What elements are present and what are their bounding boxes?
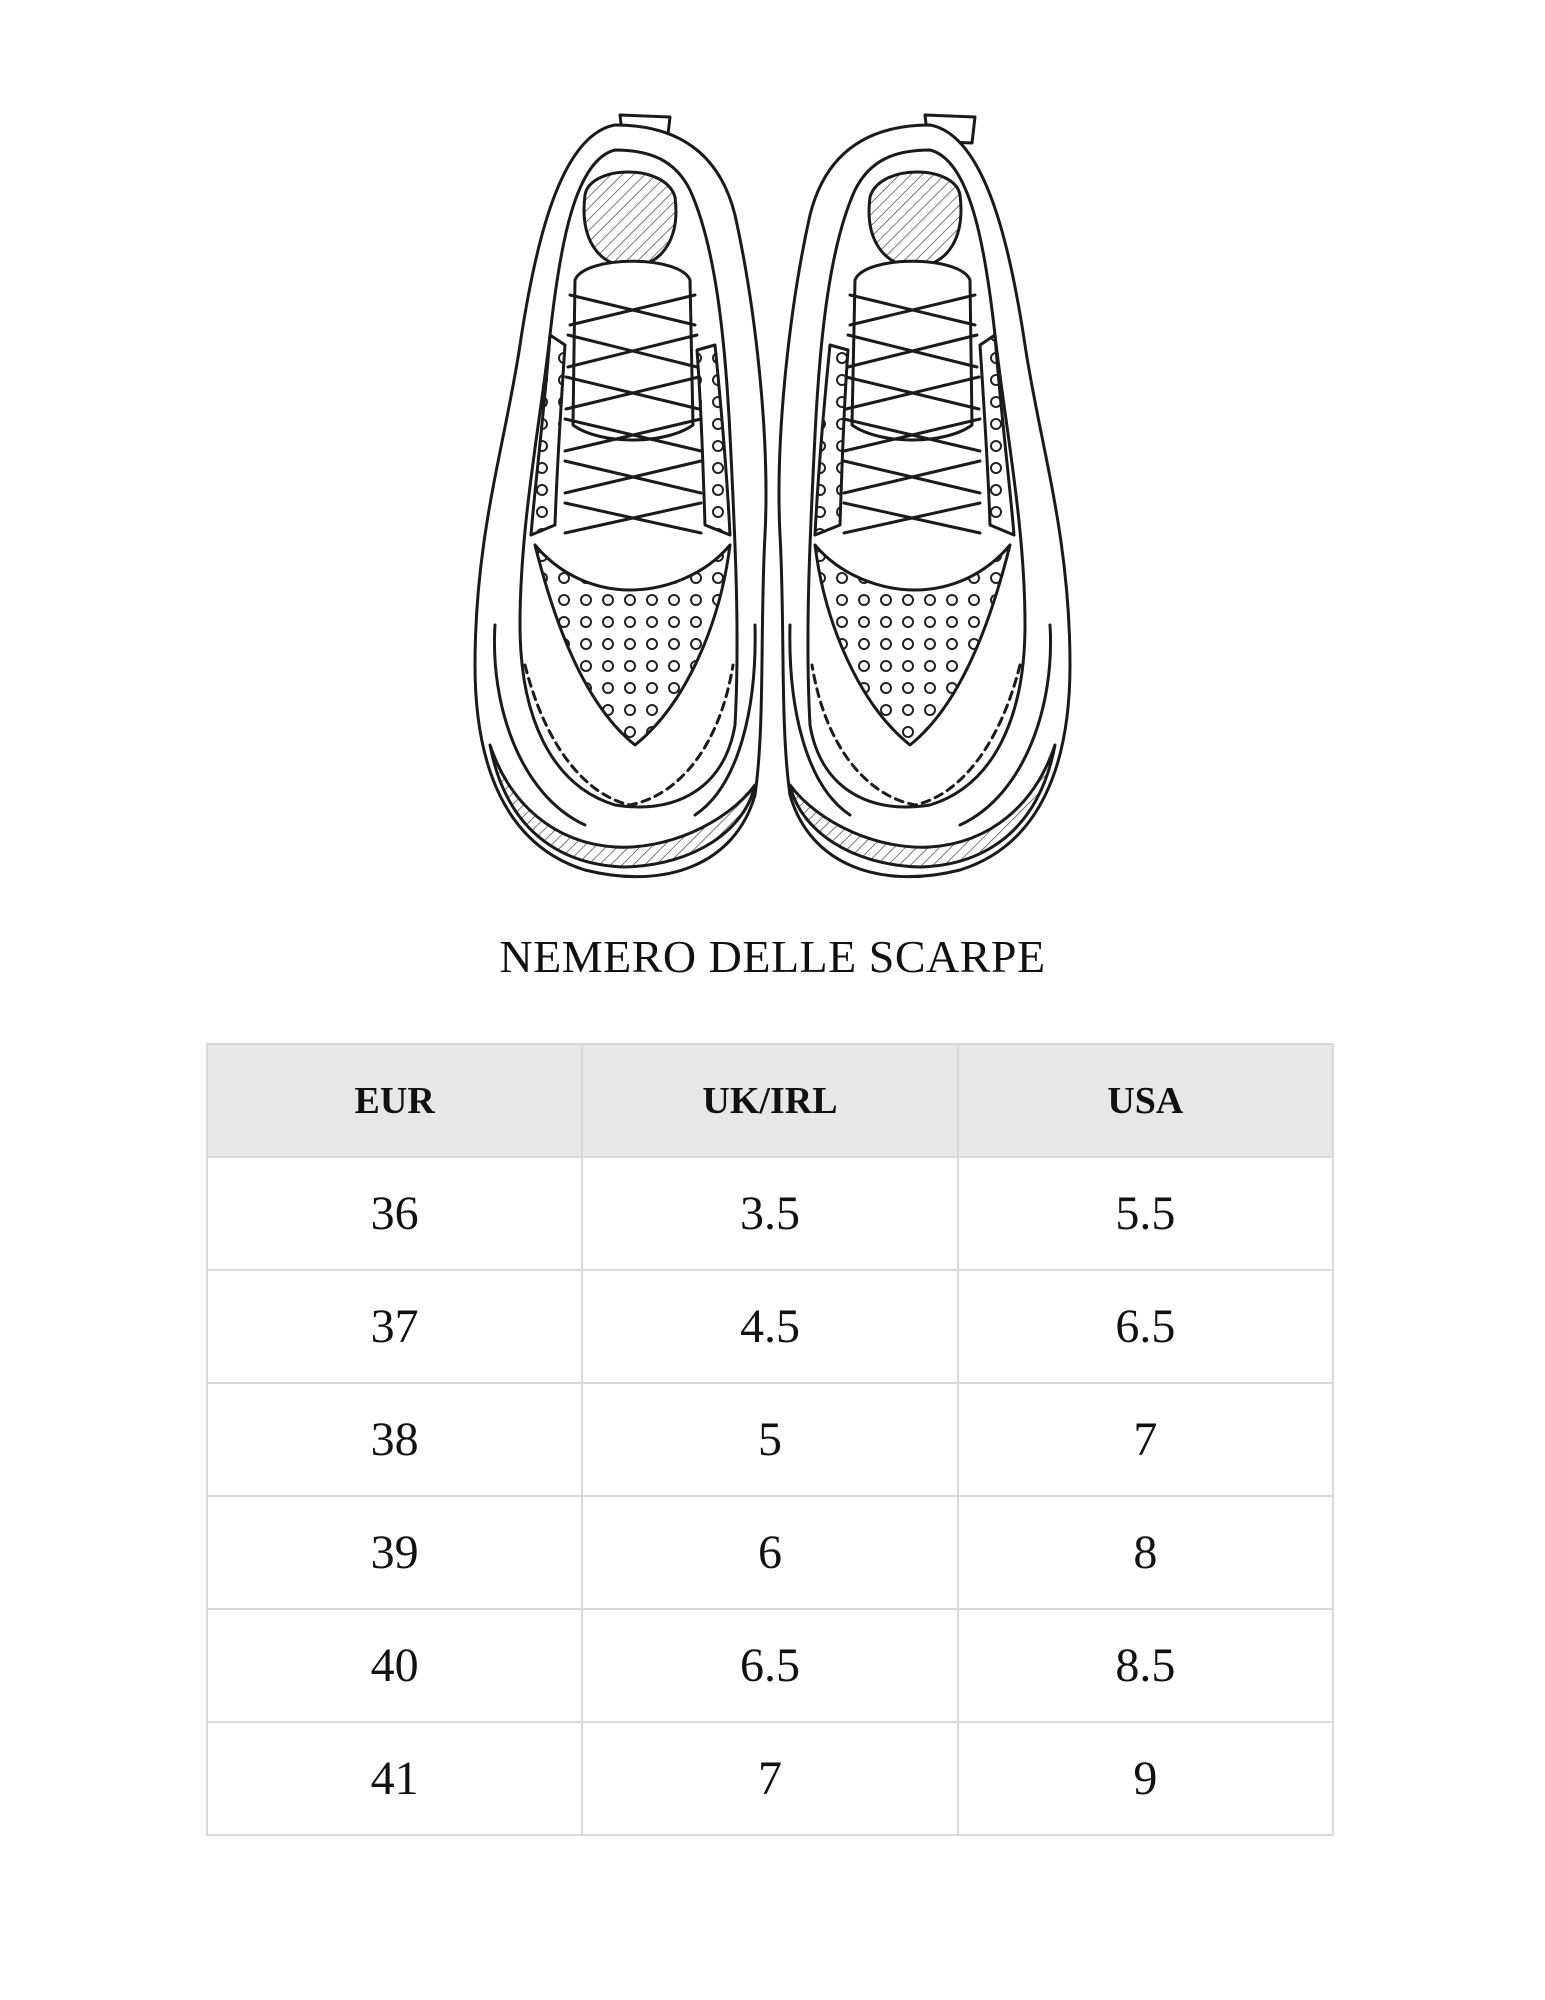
page-title: NEMERO DELLE SCARPE <box>499 931 1046 982</box>
sneakers-pair-sketch-icon <box>465 105 1080 885</box>
column-header-usa: USA <box>958 1044 1333 1157</box>
cell-uk-irl: 5 <box>582 1383 957 1496</box>
cell-uk-irl: 4.5 <box>582 1270 957 1383</box>
table-row <box>207 1722 1333 1835</box>
cell-uk-irl: 6.5 <box>582 1609 957 1722</box>
cell-usa: 5.5 <box>958 1157 1333 1270</box>
cell-usa: 8.5 <box>958 1609 1333 1722</box>
cell-usa: 6.5 <box>958 1270 1333 1383</box>
table-row <box>207 1383 1333 1496</box>
cell-eur: 39 <box>207 1496 582 1609</box>
cell-usa: 8 <box>958 1496 1333 1609</box>
cell-eur: 40 <box>207 1609 582 1722</box>
cell-usa: 9 <box>958 1722 1333 1835</box>
column-header-uk-irl: UK/IRL <box>582 1044 957 1157</box>
cell-eur: 36 <box>207 1157 582 1270</box>
table-row <box>207 1270 1333 1383</box>
cell-usa: 7 <box>958 1383 1333 1496</box>
table-row <box>207 1157 1333 1270</box>
cell-eur: 37 <box>207 1270 582 1383</box>
cell-uk-irl: 3.5 <box>582 1157 957 1270</box>
right-shoe <box>779 115 1070 877</box>
table-row <box>207 1609 1333 1722</box>
cell-uk-irl: 7 <box>582 1722 957 1835</box>
cell-uk-irl: 6 <box>582 1496 957 1609</box>
left-shoe <box>475 115 766 877</box>
table-row <box>207 1496 1333 1609</box>
cell-eur: 38 <box>207 1383 582 1496</box>
column-header-eur: EUR <box>207 1044 582 1157</box>
sneakers-illustration <box>465 105 1080 885</box>
table-header-row <box>207 1044 1333 1157</box>
cell-eur: 41 <box>207 1722 582 1835</box>
size-chart-table <box>206 1043 1334 1836</box>
